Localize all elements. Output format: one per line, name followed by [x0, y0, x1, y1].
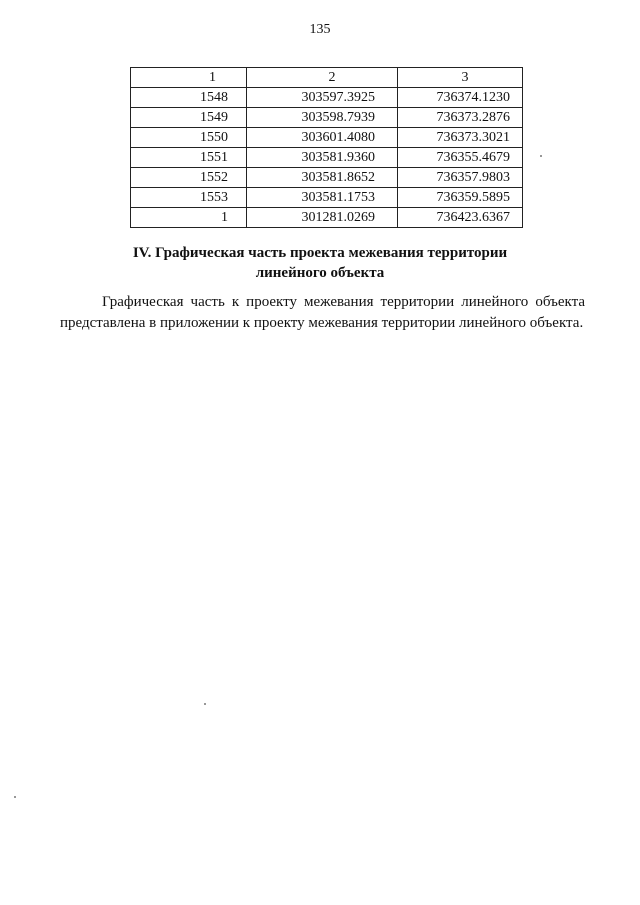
table-header-row — [131, 68, 523, 88]
coordinates-table — [130, 67, 523, 228]
x-coordinate: 303581.1753 — [247, 188, 398, 208]
body-paragraph: Графическая часть к проекту межевания территории линейного объекта представлена в приложении к проекту межевания территории линейного объекта. — [60, 294, 585, 331]
x-coordinate: 301281.0269 — [247, 208, 398, 228]
y-coordinate: 736359.5895 — [398, 188, 523, 208]
column-header: 3 — [398, 68, 523, 88]
table-row — [131, 168, 523, 188]
point-number: 1550 — [131, 128, 247, 148]
y-coordinate: 736373.2876 — [398, 108, 523, 128]
y-coordinate: 736355.4679 — [398, 148, 523, 168]
x-coordinate: 303598.7939 — [247, 108, 398, 128]
scan-speck — [14, 796, 16, 798]
y-coordinate: 736374.1230 — [398, 88, 523, 108]
point-number: 1552 — [131, 168, 247, 188]
point-number: 1553 — [131, 188, 247, 208]
table-row — [131, 88, 523, 108]
x-coordinate: 303597.3925 — [247, 88, 398, 108]
table-row — [131, 148, 523, 168]
section-title-line2: линейного объекта — [255, 265, 385, 281]
y-coordinate: 736357.9803 — [398, 168, 523, 188]
table-row — [131, 108, 523, 128]
point-number: 1 — [131, 208, 247, 228]
section-title — [100, 243, 540, 283]
x-coordinate: 303601.4080 — [247, 128, 398, 148]
page-number: 135 — [309, 22, 331, 37]
column-header: 1 — [131, 68, 247, 88]
x-coordinate: 303581.8652 — [247, 168, 398, 188]
point-number: 1549 — [131, 108, 247, 128]
column-header: 2 — [247, 68, 398, 88]
table-row — [131, 128, 523, 148]
table-row — [131, 188, 523, 208]
table-row — [131, 208, 523, 228]
section-title-line1: IV. Графическая часть проекта межевания территории — [132, 245, 508, 261]
point-number: 1548 — [131, 88, 247, 108]
scan-speck — [204, 703, 206, 705]
point-number: 1551 — [131, 148, 247, 168]
x-coordinate: 303581.9360 — [247, 148, 398, 168]
scan-speck — [540, 155, 542, 157]
y-coordinate: 736423.6367 — [398, 208, 523, 228]
y-coordinate: 736373.3021 — [398, 128, 523, 148]
